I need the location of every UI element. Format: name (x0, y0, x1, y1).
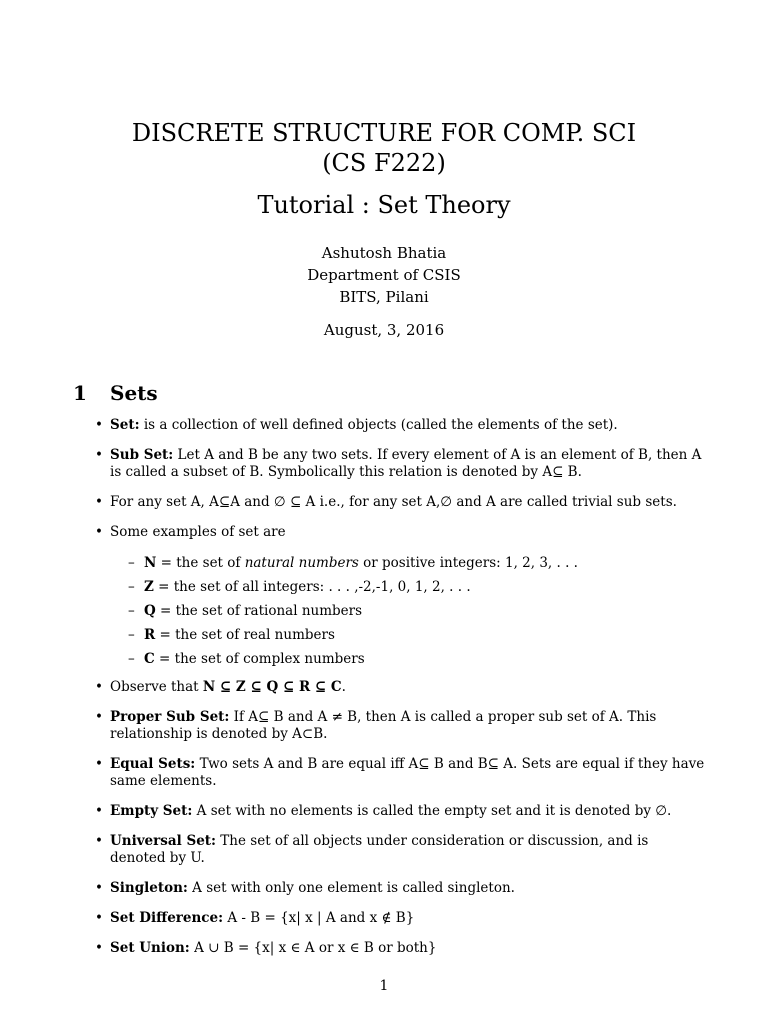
date: August, 3, 2016 (323, 321, 445, 339)
sub-item-c (128, 651, 365, 668)
set-symbol: Z (144, 579, 154, 595)
bullet-icon: • (95, 494, 103, 510)
sub-item-emphasis: natural numbers (244, 555, 359, 571)
section-number: 1 (73, 381, 87, 405)
list-item-union (95, 940, 705, 957)
title-line-2: (CS F222) (322, 149, 446, 177)
set-symbol: N (144, 555, 157, 571)
author-block (0, 242, 768, 308)
sub-item-z (128, 579, 471, 596)
item-suffix: . (341, 679, 346, 695)
list-item-trivial (95, 494, 705, 511)
item-formula: A - B = {x| x | A and x ∉ B} (223, 910, 415, 926)
bullet-icon: • (95, 833, 103, 849)
item-label: Singleton: (110, 880, 188, 896)
bullet-icon: • (95, 417, 103, 433)
sub-item-text: = the set of real numbers (155, 627, 335, 643)
item-label: Set Difference: (110, 910, 224, 926)
dash-icon: – (128, 555, 135, 571)
list-item-set (95, 417, 705, 434)
item-text: Two sets A and B are equal iff A⊆ B and B⊆ A. Sets are equal if they have same elements. (110, 756, 705, 789)
bullet-icon: • (95, 756, 103, 772)
sub-item-text: = the set of (156, 555, 245, 571)
sub-item-rest: or positive integers: 1, 2, 3, . . . (358, 555, 578, 571)
bullet-icon: • (95, 447, 103, 463)
item-text: Let A and B be any two sets. If every element of A is an element of B, then A is called a subset of B. Symbolically this relation is denoted by A⊆ B. (110, 447, 702, 480)
section-heading (73, 381, 158, 405)
item-formula: A ∪ B = {x| x ∈ A or x ∈ B or both} (189, 940, 437, 956)
list-item-universal (95, 833, 705, 867)
sub-item-text: = the set of complex numbers (154, 651, 365, 667)
item-label: Set: (110, 417, 140, 433)
bullet-icon: • (95, 679, 103, 695)
list-item-observe (95, 679, 705, 696)
item-text: The set of all objects under consideration or discussion, and is denoted by U. (110, 833, 649, 866)
item-label: Empty Set: (110, 803, 193, 819)
bullet-icon: • (95, 709, 103, 725)
bullet-icon: • (95, 910, 103, 926)
sub-item-q (128, 603, 362, 620)
set-symbol: Q (144, 603, 156, 619)
subtitle: Tutorial : Set Theory (257, 191, 511, 219)
item-text: A set with only one element is called singleton. (187, 880, 515, 896)
sub-item-n (128, 555, 578, 572)
item-label: Set Union: (110, 940, 190, 956)
list-item-singleton (95, 880, 705, 897)
item-text: A set with no elements is called the empty set and it is denoted by ∅. (192, 803, 672, 819)
list-item-examples (95, 524, 705, 541)
sub-item-text: = the set of rational numbers (155, 603, 363, 619)
item-label: Universal Set: (110, 833, 216, 849)
bullet-icon: • (95, 524, 103, 540)
sub-item-r (128, 627, 335, 644)
institute: BITS, Pilani (339, 288, 429, 306)
title (0, 118, 768, 178)
list-item-proper (95, 709, 705, 743)
department: Department of CSIS (307, 266, 461, 284)
set-symbol: C (144, 651, 155, 667)
dash-icon: – (128, 651, 135, 667)
sub-item-text: = the set of all integers: . . . ,-2,-1, 0, 1, 2, . . . (153, 579, 471, 595)
bullet-icon: • (95, 940, 103, 956)
page-number: 1 (379, 978, 389, 994)
item-label: Sub Set: (110, 447, 174, 463)
title-line-1: DISCRETE STRUCTURE FOR COMP. SCI (131, 119, 637, 147)
subset-chain: N ⊆ Z ⊆ Q ⊆ R ⊆ C (202, 679, 342, 695)
item-text: For any set A, A⊆A and ∅ ⊆ A i.e., for any set A,∅ and A are called trivial sub sets. (110, 494, 677, 510)
dash-icon: – (128, 627, 135, 643)
item-label: Proper Sub Set: (110, 709, 230, 725)
item-text: Some examples of set are (110, 524, 286, 540)
list-item-subset (95, 447, 705, 481)
dash-icon: – (128, 603, 135, 619)
list-item-equal (95, 756, 705, 790)
bullet-icon: • (95, 880, 103, 896)
list-item-empty (95, 803, 705, 820)
dash-icon: – (128, 579, 135, 595)
author: Ashutosh Bhatia (321, 244, 447, 262)
item-label: Equal Sets: (110, 756, 196, 772)
item-text: is a collection of well defined objects (called the elements of the set). (139, 417, 618, 433)
set-symbol: R (144, 627, 156, 643)
section-title: Sets (110, 381, 158, 405)
bullet-icon: • (95, 803, 103, 819)
item-text: Observe that (110, 679, 203, 695)
list-item-difference (95, 910, 705, 927)
item-text: If A⊆ B and A ≠ B, then A is called a proper sub set of A. This relationship is denoted by A⊂B. (110, 709, 657, 742)
